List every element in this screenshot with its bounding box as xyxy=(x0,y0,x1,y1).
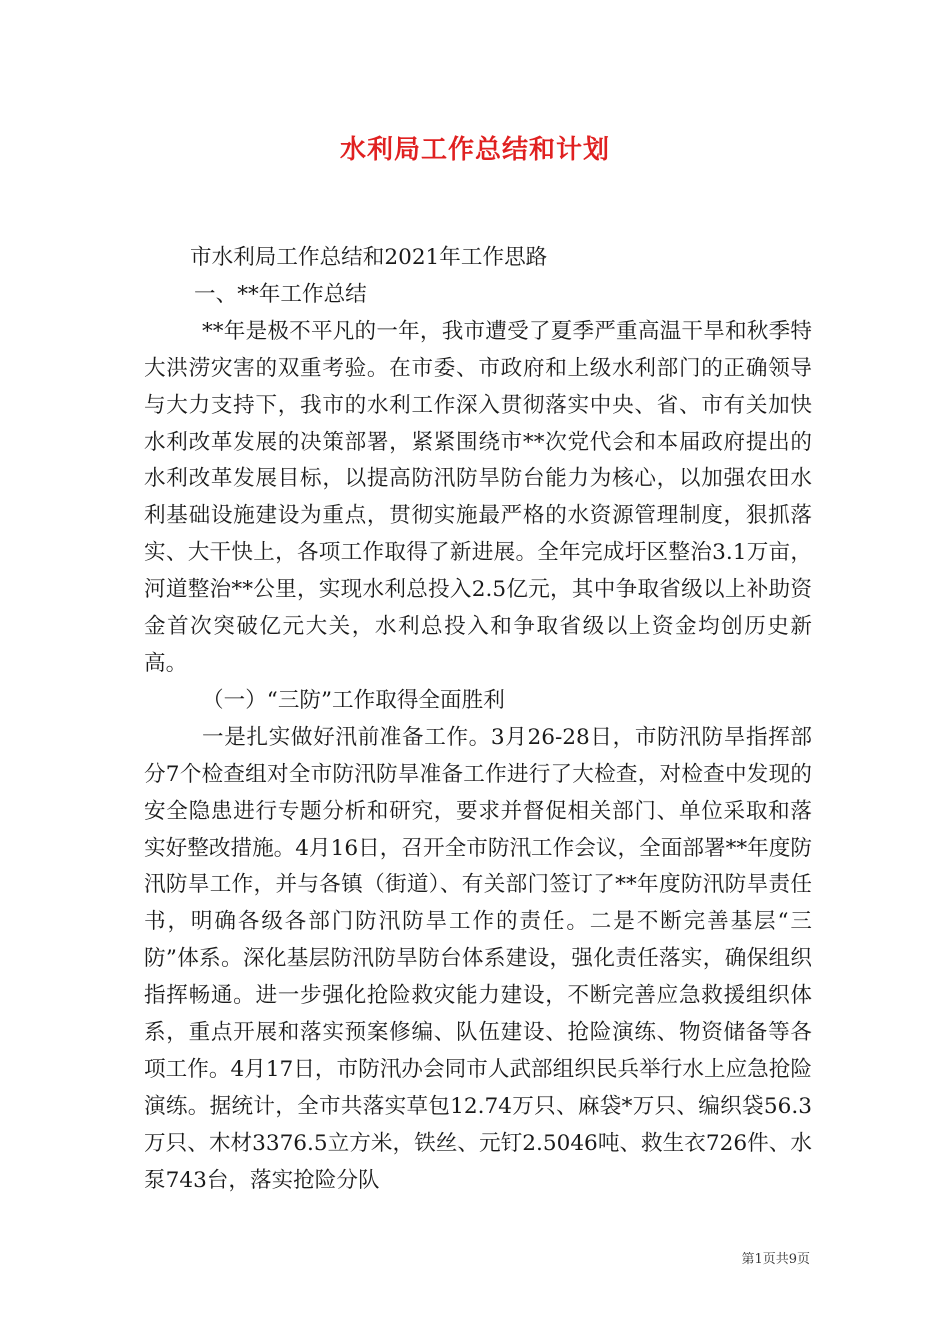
document-subtitle: 市水利局工作总结和2021年工作思路 xyxy=(190,245,548,270)
subsection-heading-three-defense: （一）“三防”工作取得全面胜利 xyxy=(202,687,505,713)
document-body xyxy=(144,240,812,1200)
paragraph-overview: **年是极不平凡的一年，我市遭受了夏季严重高温干旱和秋季特大洪涝灾害的双重考验。在市委、市政府和上级水利部门的正确领导与大力支持下，我市的水利工作深入贯彻落实中央、省、市有关加快水利改革发展的决策部署，紧紧围绕市**次党代会和本届政府提出的水利改革发展目标，以提高防汛防旱防台能力为核心，以加强农田水利基础设施建设为重点，贯彻实施最严格的水资源管理制度，狠抓落实、大干快上，各项工作取得了新进展。全年完成圩区整治3.1万亩，河道整治**公里，实现水利总投入2.5亿元，其中争取省级以上补助资金首次突破亿元大关，水利总投入和争取省级以上资金均创历史新高。 xyxy=(144,318,812,676)
section-heading-work-summary: 一、**年工作总结 xyxy=(194,281,367,307)
paragraph-flood-preparation: 一是扎实做好汛前准备工作。3月26-28日，市防汛防旱指挥部分7个检查组对全市防汛防旱准备工作进行了大检查，对检查中发现的安全隐患进行专题分析和研究，要求并督促相关部门、单位采取和落实好整改措施。4月16日，召开全市防汛工作会议，全面部署**年度防汛防旱工作，并与各镇（街道）、有关部门签订了**年度防汛防旱责任书，明确各级各部门防汛防旱工作的责任。二是不断完善基层“三防”体系。深化基层防汛防旱防台体系建设，强化责任落实，确保组织指挥畅通。进一步强化抢险救灾能力建设，不断完善应急救援组织体系，重点开展和落实预案修编、队伍建设、抢险演练、物资储备等各项工作。4月17日，市防汛办会同市人武部组织民兵举行水上应急抢险演练。据统计，全市共落实草包12.74万只、麻袋*万只、编织袋56.3万只、木材3376.5立方米，铁丝、元钉2.5046吨、救生衣726件、水泵743台，落实抢险分队 xyxy=(144,724,812,1193)
document-title: 水利局工作总结和计划 xyxy=(339,135,610,165)
page-indicator: 第1页共9页 xyxy=(741,1252,810,1267)
